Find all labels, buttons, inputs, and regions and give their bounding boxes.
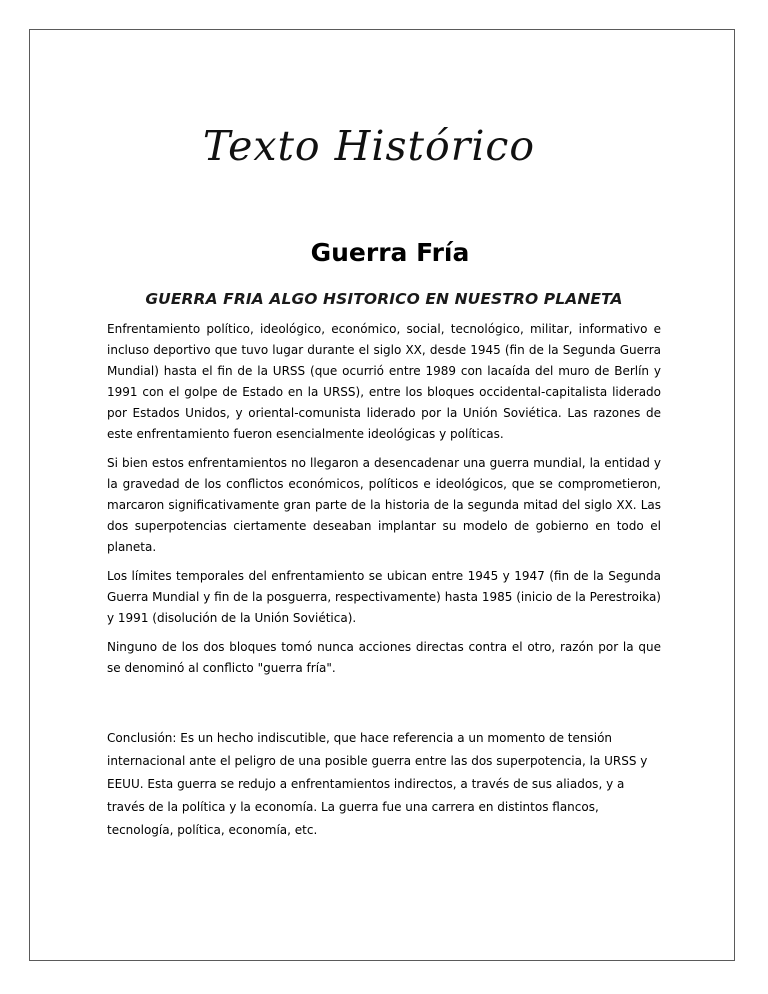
paragraph-time-limits: Los límites temporales del enfrentamiento se ubican entre 1945 y 1947 (fin de la Segunda Guerra Mundial y fin de la posguerra, respectivamente) hasta 1985 (inicio de la Perestroika) y 1991 (disolución de la Unión Soviética).	[107, 569, 661, 625]
paragraph-intro: Enfrentamiento político, ideológico, económico, social, tecnológico, militar, informativo e incluso deportivo que tuvo lugar durante el siglo XX, desde 1945 (fin de la Segunda Guerra Mundial) hasta el fin de la URSS (que ocurrió entre 1989 con lacaída del muro de Berlín y 1991 con el golpe de Estado en la URSS), entre los bloques occidental-capitalista liderado por Estados Unidos, y oriental-comunista liderado por la Unión Soviética. Las razones de este enfrentamiento fueron esencialmente ideológicas y políticas.	[107, 322, 661, 441]
page-title: Texto Histórico	[202, 122, 536, 170]
body-text	[107, 319, 661, 687]
paragraph-cold-war-name: Ninguno de los dos bloques tomó nunca acciones directas contra el otro, razón por la que se denominó al conflicto "guerra fría".	[107, 640, 661, 675]
document-subtitle: Guerra Fría	[310, 238, 470, 267]
paragraph-consequences: Si bien estos enfrentamientos no llegaron a desencadenar una guerra mundial, la entidad y la gravedad de los conflictos económicos, políticos e ideológicos, que se comprometieron, marcaron significativamente gran parte de la historia de la segunda mitad del siglo XX. Las dos superpotencias ciertamente deseaban implantar su modelo de gobierno en todo el planeta.	[107, 456, 661, 554]
section-heading: GUERRA FRIA ALGO HSITORICO EN NUESTRO PLANETA	[145, 290, 623, 308]
conclusion-block	[107, 727, 661, 842]
conclusion-paragraph: Conclusión: Es un hecho indiscutible, que hace referencia a un momento de tensión internacional ante el peligro de una posible guerra entre las dos superpotencia, la URSS y EEUU. Esta guerra se redujo a enfrentamientos indirectos, a través de sus aliados, y a través de la política y la economía. La guerra fue una carrera en distintos flancos, tecnología, política, economía, etc.	[107, 731, 648, 837]
